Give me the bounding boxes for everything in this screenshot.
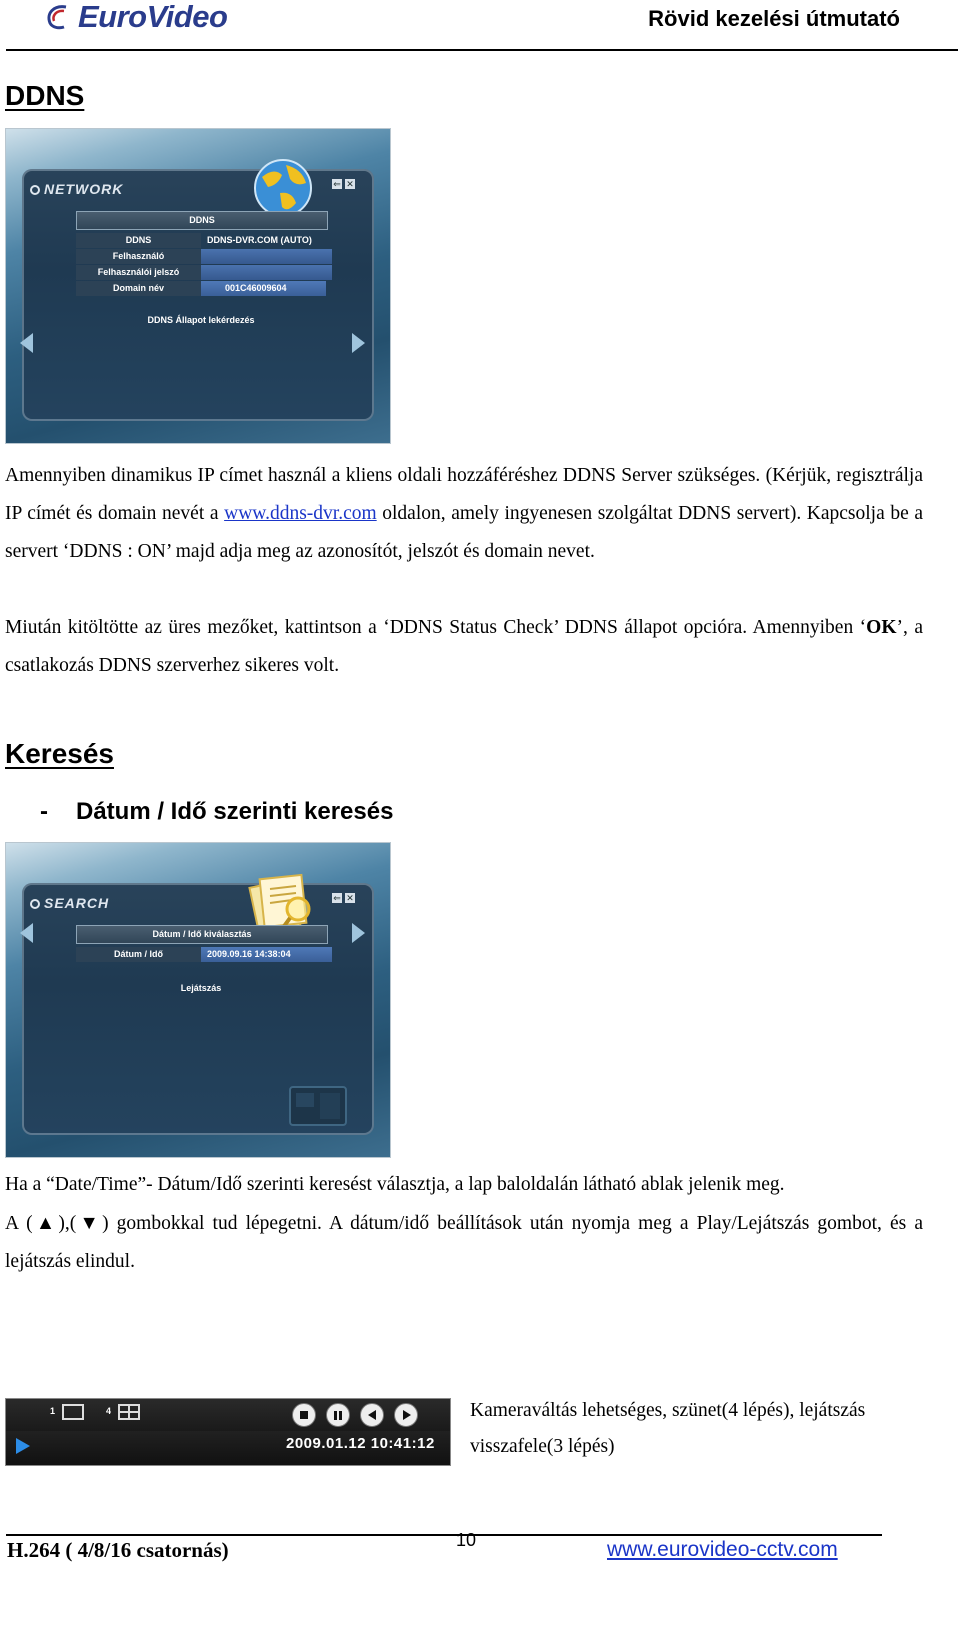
ddns-network-screenshot — [5, 128, 391, 444]
domain-row-label: Domain név — [76, 281, 201, 296]
logo-text-euro: Euro — [78, 0, 147, 34]
ddns-row-label: DDNS — [76, 233, 201, 248]
window-buttons — [332, 893, 355, 903]
footer-model: H.264 ( 4/8/16 csatornás) — [7, 1538, 229, 1562]
search-screenshot — [5, 842, 391, 1158]
date-time-value[interactable]: 2009.09.16 14:38:04 — [201, 947, 332, 962]
ddns-settings-table — [76, 233, 326, 297]
ddns-heading: DDNS — [5, 80, 85, 111]
ddns-status-check-button[interactable]: DDNS Állapot lekérdezés — [147, 315, 255, 325]
rewind-icon[interactable] — [360, 1403, 384, 1427]
search-heading: Keresés — [5, 738, 114, 769]
play-icon[interactable] — [16, 1438, 30, 1454]
globe-icon — [252, 157, 314, 219]
password-row-label: Felhasználói jelszó — [76, 265, 201, 280]
ddns-row-value[interactable]: DDNS-DVR.COM (AUTO) — [207, 235, 312, 245]
back-icon: ⇐ — [333, 893, 341, 903]
ddns-panel-title: DDNS — [76, 211, 328, 230]
quad-view-icon[interactable] — [118, 1404, 140, 1420]
window-buttons — [332, 179, 355, 189]
ddns-paragraph-2: Miután kitöltötte az üres mezőket, kattintson a ‘DDNS Status Check’ DDNS állapot opcióra. Amennyiben ‘OK’, a csatlakozás DDNS szerverhez sikeres volt. — [5, 617, 923, 676]
close-icon: ✕ — [346, 179, 354, 189]
date-time-label: Dátum / Idő — [76, 947, 201, 962]
nav-left-icon[interactable] — [20, 333, 33, 353]
nav-right-icon[interactable] — [352, 923, 365, 943]
search-brand: SEARCH — [30, 895, 109, 911]
playback-bar-caption: Kameraváltás lehetséges, szünet(4 lépés), lejátszás visszafele(3 lépés) — [470, 1400, 866, 1457]
pause-icon[interactable] — [326, 1403, 350, 1427]
ddns-dvr-link[interactable]: www.ddns-dvr.com — [224, 503, 377, 524]
search-paragraph-2: A (▲),(▼) gombokkal tud lépegetni. A dátum/idő beállítások után nyomja meg a Play/Lejátszás gombot, és a lejátszás elindul. — [5, 1213, 923, 1272]
footer-rule — [6, 1534, 882, 1536]
playback-datetime: 2009.01.12 10:41:12 — [286, 1435, 435, 1452]
stop-icon[interactable] — [292, 1403, 316, 1427]
header-rule — [6, 49, 958, 51]
cam-4-label: 4 — [106, 1406, 112, 1416]
password-row-value[interactable] — [201, 265, 332, 280]
eurovideo-logo — [44, 0, 227, 34]
single-view-icon[interactable] — [62, 1404, 84, 1420]
dvr-device-icon — [286, 1069, 350, 1129]
page-number: 10 — [456, 1530, 477, 1550]
domain-row-value[interactable]: 001C46009604 — [201, 281, 326, 296]
date-time-row — [76, 947, 326, 963]
date-time-search-subheading: - Dátum / Idő szerinti keresés — [40, 798, 394, 825]
playback-button[interactable]: Lejátszás — [180, 983, 222, 993]
search-paragraph-1: Ha a “Date/Time”- Dátum/Idő szerinti keresést választja, a lap baloldalán látható ablak jelenik meg. — [5, 1174, 785, 1195]
cam-1-label: 1 — [50, 1406, 56, 1416]
header-title: Rövid kezelési útmutató — [648, 6, 900, 31]
ok-text: OK — [866, 617, 897, 638]
date-time-panel-title: Dátum / Idő kiválasztás — [76, 925, 328, 944]
nav-left-icon[interactable] — [20, 923, 33, 943]
user-row-value[interactable] — [201, 249, 332, 264]
network-brand: NETWORK — [30, 181, 123, 197]
nav-right-icon[interactable] — [352, 333, 365, 353]
user-row-label: Felhasználó — [76, 249, 201, 264]
close-icon: ✕ — [346, 893, 354, 903]
play-forward-icon[interactable] — [394, 1403, 418, 1427]
footer-website-link[interactable]: www.eurovideo-cctv.com — [607, 1538, 838, 1561]
logo-swoosh-icon — [44, 3, 72, 31]
back-icon: ⇐ — [333, 179, 341, 189]
playback-control-bar — [5, 1398, 451, 1466]
logo-text-video: Video — [146, 0, 228, 34]
ddns-paragraph-1: Amennyiben dinamikus IP címet használ a kliens oldali hozzáféréshez DDNS Server szükséges. (Kérjük, regisztrálja IP címét és domain nevét a www.ddns-dvr.com oldalon, amely ingyenesen szolgáltat DDNS servert). Kapcsolja be a servert ‘DDNS : ON’ majd adja meg az azonosítót, jelszót és domain nevet. — [5, 465, 923, 562]
